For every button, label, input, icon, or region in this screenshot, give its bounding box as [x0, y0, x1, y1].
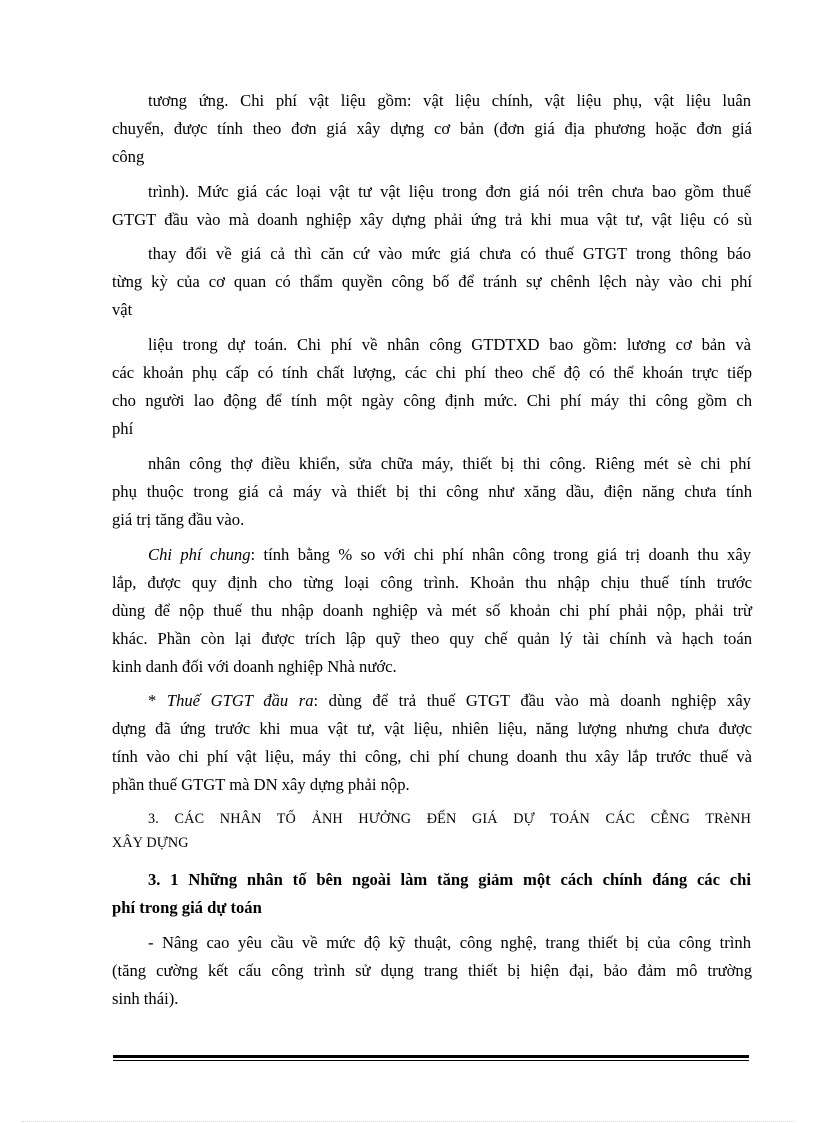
- text-line: [148, 544, 751, 566]
- text-line: trình). Mức giá các loại vật tư vật liệu trong đơn giá nói trên chưa bao gồm thuế: [148, 182, 751, 201]
- text-line: công: [112, 147, 145, 166]
- text-line: từng kỳ của cơ quan có thẩm quyền công bố để tránh sự chênh lệch này vào chi phí: [112, 272, 752, 291]
- footer-rule-thin: [113, 1060, 749, 1061]
- text-line: sinh thái).: [112, 989, 179, 1008]
- text-line: tương ứng. Chi phí vật liệu gồm: vật liệu chính, vật liệu phụ, vật liệu luân: [148, 91, 751, 110]
- text-line: vật: [112, 300, 133, 319]
- text-line: liệu trong dự toán. Chi phí về nhân công GTDTXD bao gồm: lương cơ bản và: [148, 335, 751, 354]
- text-line: dùng để nộp thuế thu nhập doanh nghiệp và mét số khoản chi phí phải nộp, phải trừ: [112, 601, 752, 620]
- text-line: giá trị tăng đầu vào.: [112, 510, 245, 529]
- text-line: phần thuế GTGT mà DN xây dựng phải nộp.: [112, 775, 410, 794]
- text-line: (tăng cường kết cấu công trình sử dụng trang thiết bị hiện đại, bảo đảm mô trường: [112, 961, 752, 980]
- text-line: cho người lao động để tính một ngày công định mức. Chi phí máy thi công gồm ch: [112, 391, 752, 410]
- text-line: chuyển, được tính theo đơn giá xây dựng cơ bản (đơn giá địa phương hoặc đơn giá: [112, 119, 752, 138]
- term-thue-gtgt-dau-ra: Thuế GTGT đầu ra: [166, 691, 314, 710]
- section-heading: XÂY DỰNG: [112, 835, 189, 851]
- text-line: phụ thuộc trong giá cả máy và thiết bị thi công như xăng dầu, điện năng chưa tính: [112, 482, 752, 501]
- footer-rule-thick: [113, 1055, 749, 1058]
- page-edge-dotted-line: [22, 1121, 794, 1122]
- text-span: : dùng để trả thuế GTGT đầu vào mà doanh nghiệp xây: [313, 691, 751, 710]
- text-span: : tính bằng % so với chi phí nhân công trong giá trị doanh thu xây: [250, 545, 752, 564]
- section-heading: 3. CÁC NHÂN TỐ ẢNH HƯỞNG ĐẾN GIÁ DỰ TOÁN CÁC CỄNG TRèNH: [148, 811, 751, 827]
- text-line: các khoản phụ cấp có tính chất lượng, các chi phí theo chế độ có thể khoán trực tiếp: [112, 363, 752, 382]
- text-line: nhân công thợ điều khiển, sửa chữa máy, thiết bị thi công. Riêng mét sè chi phí: [148, 454, 751, 473]
- text-line: kinh danh đối với doanh nghiệp Nhà nước.: [112, 657, 397, 676]
- text-line: GTGT đầu vào mà doanh nghiệp xây dựng phải ứng trả khi mua vật tư, vật liệu có sù: [112, 210, 752, 229]
- text-line: khác. Phần còn lại được trích lập quỹ theo quy chế quản lý tài chính và hạch toán: [112, 629, 752, 648]
- text-line: phí: [112, 419, 134, 438]
- text-line: - Nâng cao yêu cầu về mức độ kỹ thuật, công nghệ, trang thiết bị của công trình: [148, 933, 751, 952]
- term-chi-phi-chung: Chi phí chung: [148, 545, 251, 564]
- text-line: dựng đã ứng trước khi mua vật tư, vật liệu, nhiên liệu, năng lượng nhưng chưa được: [112, 719, 752, 738]
- text-line: tính vào chi phí vật liệu, máy thi công, chi phí chung doanh thu xây lắp trước thuế và: [112, 747, 752, 766]
- text-line: lắp, được quy định cho từng loại công trình. Khoản thu nhập chịu thuế tính trước: [112, 573, 752, 592]
- text-line: [148, 690, 751, 712]
- subsection-heading: phí trong giá dự toán: [112, 898, 262, 917]
- subsection-heading: 3. 1 Những nhân tố bên ngoài làm tăng giảm một cách chính đáng các chi: [148, 870, 751, 889]
- text-line: thay đổi về giá cả thì căn cứ vào mức giá chưa có thuế GTGT trong thông báo: [148, 244, 751, 263]
- text-span: *: [148, 691, 167, 710]
